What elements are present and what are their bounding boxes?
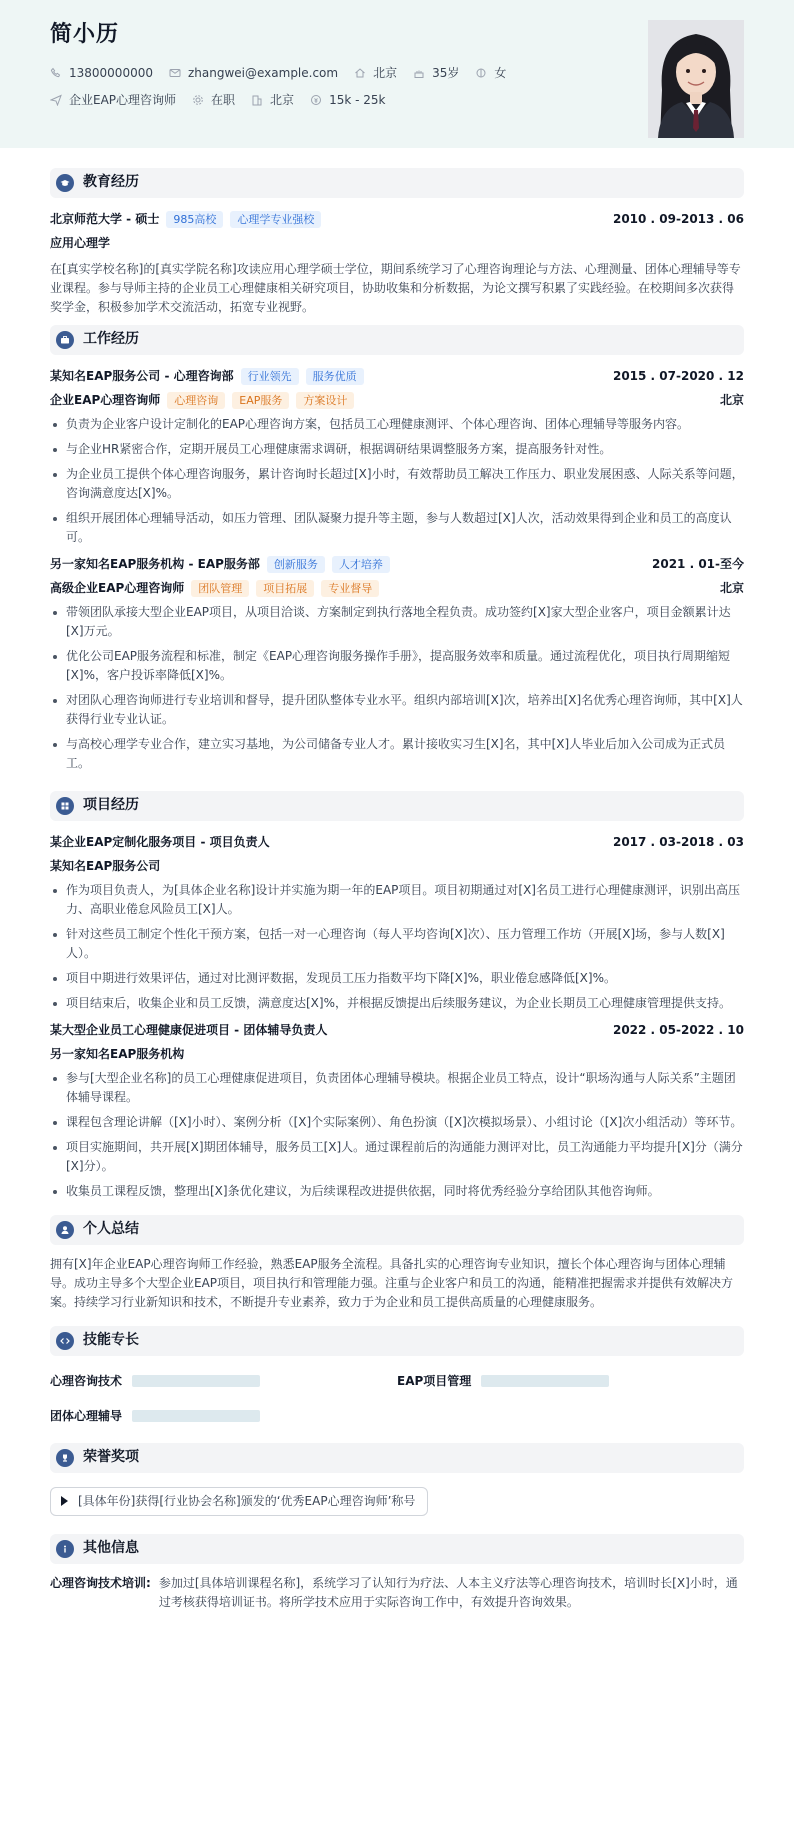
list-item: 与高校心理学专业合作，建立实习基地，为公司储备专业人才。累计接收实习生[X]名，其中[X]人毕业后加入公司成为正式员工。 bbox=[50, 735, 744, 773]
summary-section-header bbox=[50, 1215, 744, 1245]
age-text: 35岁 bbox=[432, 66, 460, 81]
salary-text: 15k - 25k bbox=[329, 92, 386, 107]
briefcase-icon bbox=[56, 331, 74, 349]
gender-text: 女 bbox=[494, 66, 507, 81]
building-icon bbox=[251, 94, 263, 106]
user-icon bbox=[56, 1221, 74, 1239]
list-item: 带领团队承接大型企业EAP项目，从项目洽谈、方案制定到执行落地全程负责。成功签约[X]家大型企业客户，项目金额累计达[X]万元。 bbox=[50, 603, 744, 641]
company-name: 另一家知名EAP服务机构 - EAP服务部 bbox=[50, 556, 260, 571]
work-bullets bbox=[50, 415, 744, 547]
company-tag: 人才培养 bbox=[332, 556, 390, 573]
gear-icon bbox=[192, 94, 204, 106]
company-name: 某知名EAP服务公司 - 心理咨询部 bbox=[50, 368, 234, 383]
summary-section-title: 个人总结 bbox=[83, 1221, 139, 1238]
list-item: 作为项目负责人，为[具体企业名称]设计并实施为期一年的EAP项目。项目初期通过对[X]名员工进行心理健康测评，识别出高压力、高职业倦怠风险员工[X]人。 bbox=[50, 881, 744, 919]
position-text: 企业EAP心理咨询师 bbox=[69, 92, 177, 107]
coin-icon bbox=[310, 94, 322, 106]
role-name: 高级企业EAP心理咨询师 bbox=[50, 580, 185, 595]
work-city: 北京 bbox=[719, 580, 744, 595]
list-item: 组织开展团体心理辅导活动，如压力管理、团队凝聚力提升等主题，参与人数超过[X]人次，活动效果得到企业和员工的高度认可。 bbox=[50, 509, 744, 547]
award-item bbox=[50, 1487, 428, 1516]
work-section-header bbox=[50, 325, 744, 355]
salary-item bbox=[310, 91, 385, 110]
status-item bbox=[192, 91, 235, 110]
list-item: 参与[大型企业名称]的员工心理健康促进项目，负责团体心理辅导模块。根据企业员工特点，设计“职场沟通与人际关系”主题团体辅导课程。 bbox=[50, 1069, 744, 1107]
other-info-row bbox=[50, 1574, 744, 1612]
phone-item bbox=[50, 64, 153, 83]
education-tag: 985高校 bbox=[166, 211, 223, 228]
info-icon bbox=[56, 1540, 74, 1558]
project-org: 某知名EAP服务公司 bbox=[50, 858, 161, 873]
skill-name: 团体心理辅导 bbox=[50, 1408, 123, 1423]
phone-text: 13800000000 bbox=[69, 66, 153, 81]
education-major-row bbox=[50, 232, 744, 254]
education-entry-left bbox=[50, 210, 321, 229]
profile-photo bbox=[648, 20, 744, 138]
project-org-row bbox=[50, 855, 744, 877]
education-section-title: 教育经历 bbox=[83, 174, 139, 191]
skill-item bbox=[397, 1372, 744, 1391]
skills-section-title: 技能专长 bbox=[83, 1332, 139, 1349]
education-tag: 心理学专业强校 bbox=[230, 211, 321, 228]
list-item: 优化公司EAP服务流程和标准，制定《EAP心理咨询服务操作手册》，提高服务效率和质量。通过流程优化，项目执行周期缩短[X]%，客户投诉率降低[X]%。 bbox=[50, 647, 744, 685]
resume-header bbox=[0, 0, 794, 148]
contact-row bbox=[50, 64, 744, 83]
job-intent-row bbox=[50, 91, 744, 110]
projects-section-title: 项目经历 bbox=[83, 797, 139, 814]
list-item: 针对这些员工制定个性化干预方案，包括一对一心理咨询（每人平均咨询[X]次）、压力管理工作坊（开展[X]场，参与人数[X]人）。 bbox=[50, 925, 744, 963]
trophy-icon bbox=[56, 1449, 74, 1467]
list-item: 项目实施期间，共开展[X]期团体辅导，服务员工[X]人。通过课程前后的沟通能力测评对比，员工沟通能力平均提升[X]分（满分[X]分）。 bbox=[50, 1138, 744, 1176]
company-tag: 服务优质 bbox=[306, 368, 364, 385]
education-entry bbox=[50, 208, 744, 317]
awards-section-header bbox=[50, 1443, 744, 1473]
email-text: zhangwei@example.com bbox=[187, 66, 339, 81]
role-tag: 心理咨询 bbox=[167, 392, 225, 409]
project-entry-top bbox=[50, 831, 744, 853]
project-title: 某企业EAP定制化服务项目 - 项目负责人 bbox=[50, 834, 270, 849]
status-text: 在职 bbox=[211, 92, 236, 107]
project-entry-top bbox=[50, 1019, 744, 1041]
other-section-title: 其他信息 bbox=[83, 1539, 139, 1556]
project-title: 某大型企业员工心理健康促进项目 - 团体辅导负责人 bbox=[50, 1022, 328, 1037]
work-bullets bbox=[50, 603, 744, 773]
skill-level-bar bbox=[481, 1375, 609, 1387]
role-tag: 专业督导 bbox=[321, 580, 379, 597]
role-name: 企业EAP心理咨询师 bbox=[50, 392, 161, 407]
major-name: 应用心理学 bbox=[50, 235, 111, 250]
role-tag: 团队管理 bbox=[191, 580, 249, 597]
company-tag: 行业领先 bbox=[241, 368, 299, 385]
awards-section-title: 荣誉奖项 bbox=[83, 1449, 139, 1466]
skill-name: 心理咨询技术 bbox=[50, 1374, 123, 1388]
candidate-name: 简小历 bbox=[50, 22, 120, 47]
gender-icon bbox=[475, 67, 487, 79]
skill-level-fill bbox=[481, 1375, 609, 1387]
age-item bbox=[413, 64, 459, 83]
phone-icon bbox=[50, 67, 62, 79]
skill-level-fill bbox=[132, 1375, 260, 1387]
portrait-image bbox=[648, 20, 744, 138]
location-item bbox=[354, 64, 397, 83]
home-icon bbox=[354, 67, 366, 79]
other-text: 参加过[具体培训课程名称]，系统学习了认知行为疗法、人本主义疗法等心理咨询技术，培训时长[X]小时，通过考核获得培训证书。将所学技术应用于实际咨询工作中，有效提升咨询效果。 bbox=[158, 1575, 738, 1609]
skill-level-bar bbox=[132, 1410, 260, 1422]
summary-text: 拥有[X]年企业EAP心理咨询师工作经验，熟悉EAP服务全流程。具备扎实的心理咨询专业知识，擅长个体心理咨询与团体心理辅导。成功主导多个大型企业EAP项目，项目执行和管理能力强。注重与企业客户和员工的沟通，能精准把握需求并提供有效解决方案。持续学习行业新知识和技术，不断提升专业素养，致力于为企业和员工提供高质量的心理健康服务。 bbox=[50, 1257, 734, 1309]
skills-section-header bbox=[50, 1326, 744, 1356]
skill-name: EAP项目管理 bbox=[397, 1374, 472, 1388]
education-section-header bbox=[50, 168, 744, 198]
project-entry bbox=[50, 1019, 744, 1201]
project-date: 2022 . 05-2022 . 10 bbox=[612, 1022, 744, 1037]
work-entry bbox=[50, 365, 744, 547]
list-item: 为企业员工提供个体心理咨询服务，累计咨询时长超过[X]小时，有效帮助员工解决工作压力、职业发展困惑、人际关系等问题，咨询满意度达[X]%。 bbox=[50, 465, 744, 503]
list-item: 项目结束后，收集企业和员工反馈，满意度达[X]%，并根据反馈提出后续服务建议，为企业长期员工心理健康管理提供支持。 bbox=[50, 994, 744, 1013]
work-entry-top bbox=[50, 553, 744, 575]
project-org: 另一家知名EAP服务机构 bbox=[50, 1046, 185, 1061]
other-label: 心理咨询技术培训: bbox=[50, 1575, 151, 1590]
school-name: 北京师范大学 - 硕士 bbox=[50, 211, 160, 226]
work-role-left bbox=[50, 391, 354, 410]
play-triangle-icon bbox=[61, 1496, 68, 1506]
education-description: 在[真实学校名称]的[真实学院名称]攻读应用心理学硕士学位，期间系统学习了心理咨询理论与方法、心理测量、团体心理辅导等专业课程。参与导师主持的企业员工心理健康相关研究项目，协助收集和分析数据，为论文撰写积累了实践经验。在校期间多次获得奖学金，积极参加学术交流活动，拓宽专业视野。 bbox=[50, 262, 741, 314]
project-date: 2017 . 03-2018 . 03 bbox=[612, 834, 744, 849]
award-text: [具体年份]获得[行业协会名称]颁发的‘优秀EAP心理咨询师’称号 bbox=[78, 1494, 416, 1509]
list-item: 项目中期进行效果评估，通过对比测评数据，发现员工压力指数平均下降[X]%，职业倦怠感降低[X]%。 bbox=[50, 969, 744, 988]
work-date: 2015 . 07-2020 . 12 bbox=[612, 368, 744, 383]
cake-icon bbox=[413, 67, 425, 79]
resume-body bbox=[0, 148, 794, 1612]
work-section-title: 工作经历 bbox=[83, 331, 139, 348]
gender-item bbox=[475, 64, 506, 83]
other-section-header bbox=[50, 1534, 744, 1564]
work-entry-top bbox=[50, 365, 744, 387]
skill-item bbox=[50, 1372, 397, 1391]
project-org-row bbox=[50, 1043, 744, 1065]
work-role-row bbox=[50, 389, 744, 411]
graduation-cap-icon bbox=[56, 174, 74, 192]
role-tag: EAP服务 bbox=[232, 392, 289, 409]
code-icon bbox=[56, 1332, 74, 1350]
list-item: 收集员工课程反馈，整理出[X]条优化建议，为后续课程改进提供依据，同时将优秀经验分享给团队其他咨询师。 bbox=[50, 1182, 744, 1201]
work-entry bbox=[50, 553, 744, 773]
grid-icon bbox=[56, 797, 74, 815]
work-city: 北京 bbox=[719, 392, 744, 407]
role-tag: 项目拓展 bbox=[256, 580, 314, 597]
skill-item bbox=[50, 1407, 397, 1426]
company-tag: 创新服务 bbox=[267, 556, 325, 573]
city-text: 北京 bbox=[270, 92, 295, 107]
project-entry bbox=[50, 831, 744, 1013]
work-role-left bbox=[50, 579, 379, 598]
city-item bbox=[251, 91, 294, 110]
projects-section-header bbox=[50, 791, 744, 821]
project-bullets bbox=[50, 1069, 744, 1201]
list-item: 负责为企业客户设计定制化的EAP心理咨询方案，包括员工心理健康测评、个体心理咨询、团体心理辅导等服务内容。 bbox=[50, 415, 744, 434]
skills-grid bbox=[50, 1366, 744, 1429]
list-item: 与企业HR紧密合作，定期开展员工心理健康需求调研，根据调研结果调整服务方案，提高服务针对性。 bbox=[50, 440, 744, 459]
list-item: 对团队心理咨询师进行专业培训和督导，提升团队整体专业水平。组织内部培训[X]次，培养出[X]名优秀心理咨询师，其中[X]人获得行业专业认证。 bbox=[50, 691, 744, 729]
email-item bbox=[169, 64, 338, 83]
position-item bbox=[50, 91, 176, 110]
project-bullets bbox=[50, 881, 744, 1013]
skill-level-bar bbox=[132, 1375, 260, 1387]
role-tag: 方案设计 bbox=[296, 392, 354, 409]
work-entry-left bbox=[50, 555, 390, 574]
work-role-row bbox=[50, 577, 744, 599]
location-text: 北京 bbox=[373, 66, 398, 81]
list-item: 课程包含理论讲解（[X]小时）、案例分析（[X]个实际案例）、角色扮演（[X]次模拟场景）、小组讨论（[X]次小组活动）等环节。 bbox=[50, 1113, 744, 1132]
send-icon bbox=[50, 94, 62, 106]
education-entry-top bbox=[50, 208, 744, 230]
work-date: 2021 . 01-至今 bbox=[652, 556, 744, 571]
education-date: 2010 . 09-2013 . 06 bbox=[612, 211, 744, 226]
skill-level-fill bbox=[132, 1410, 260, 1422]
work-entry-left bbox=[50, 367, 364, 386]
mail-icon bbox=[169, 67, 181, 79]
